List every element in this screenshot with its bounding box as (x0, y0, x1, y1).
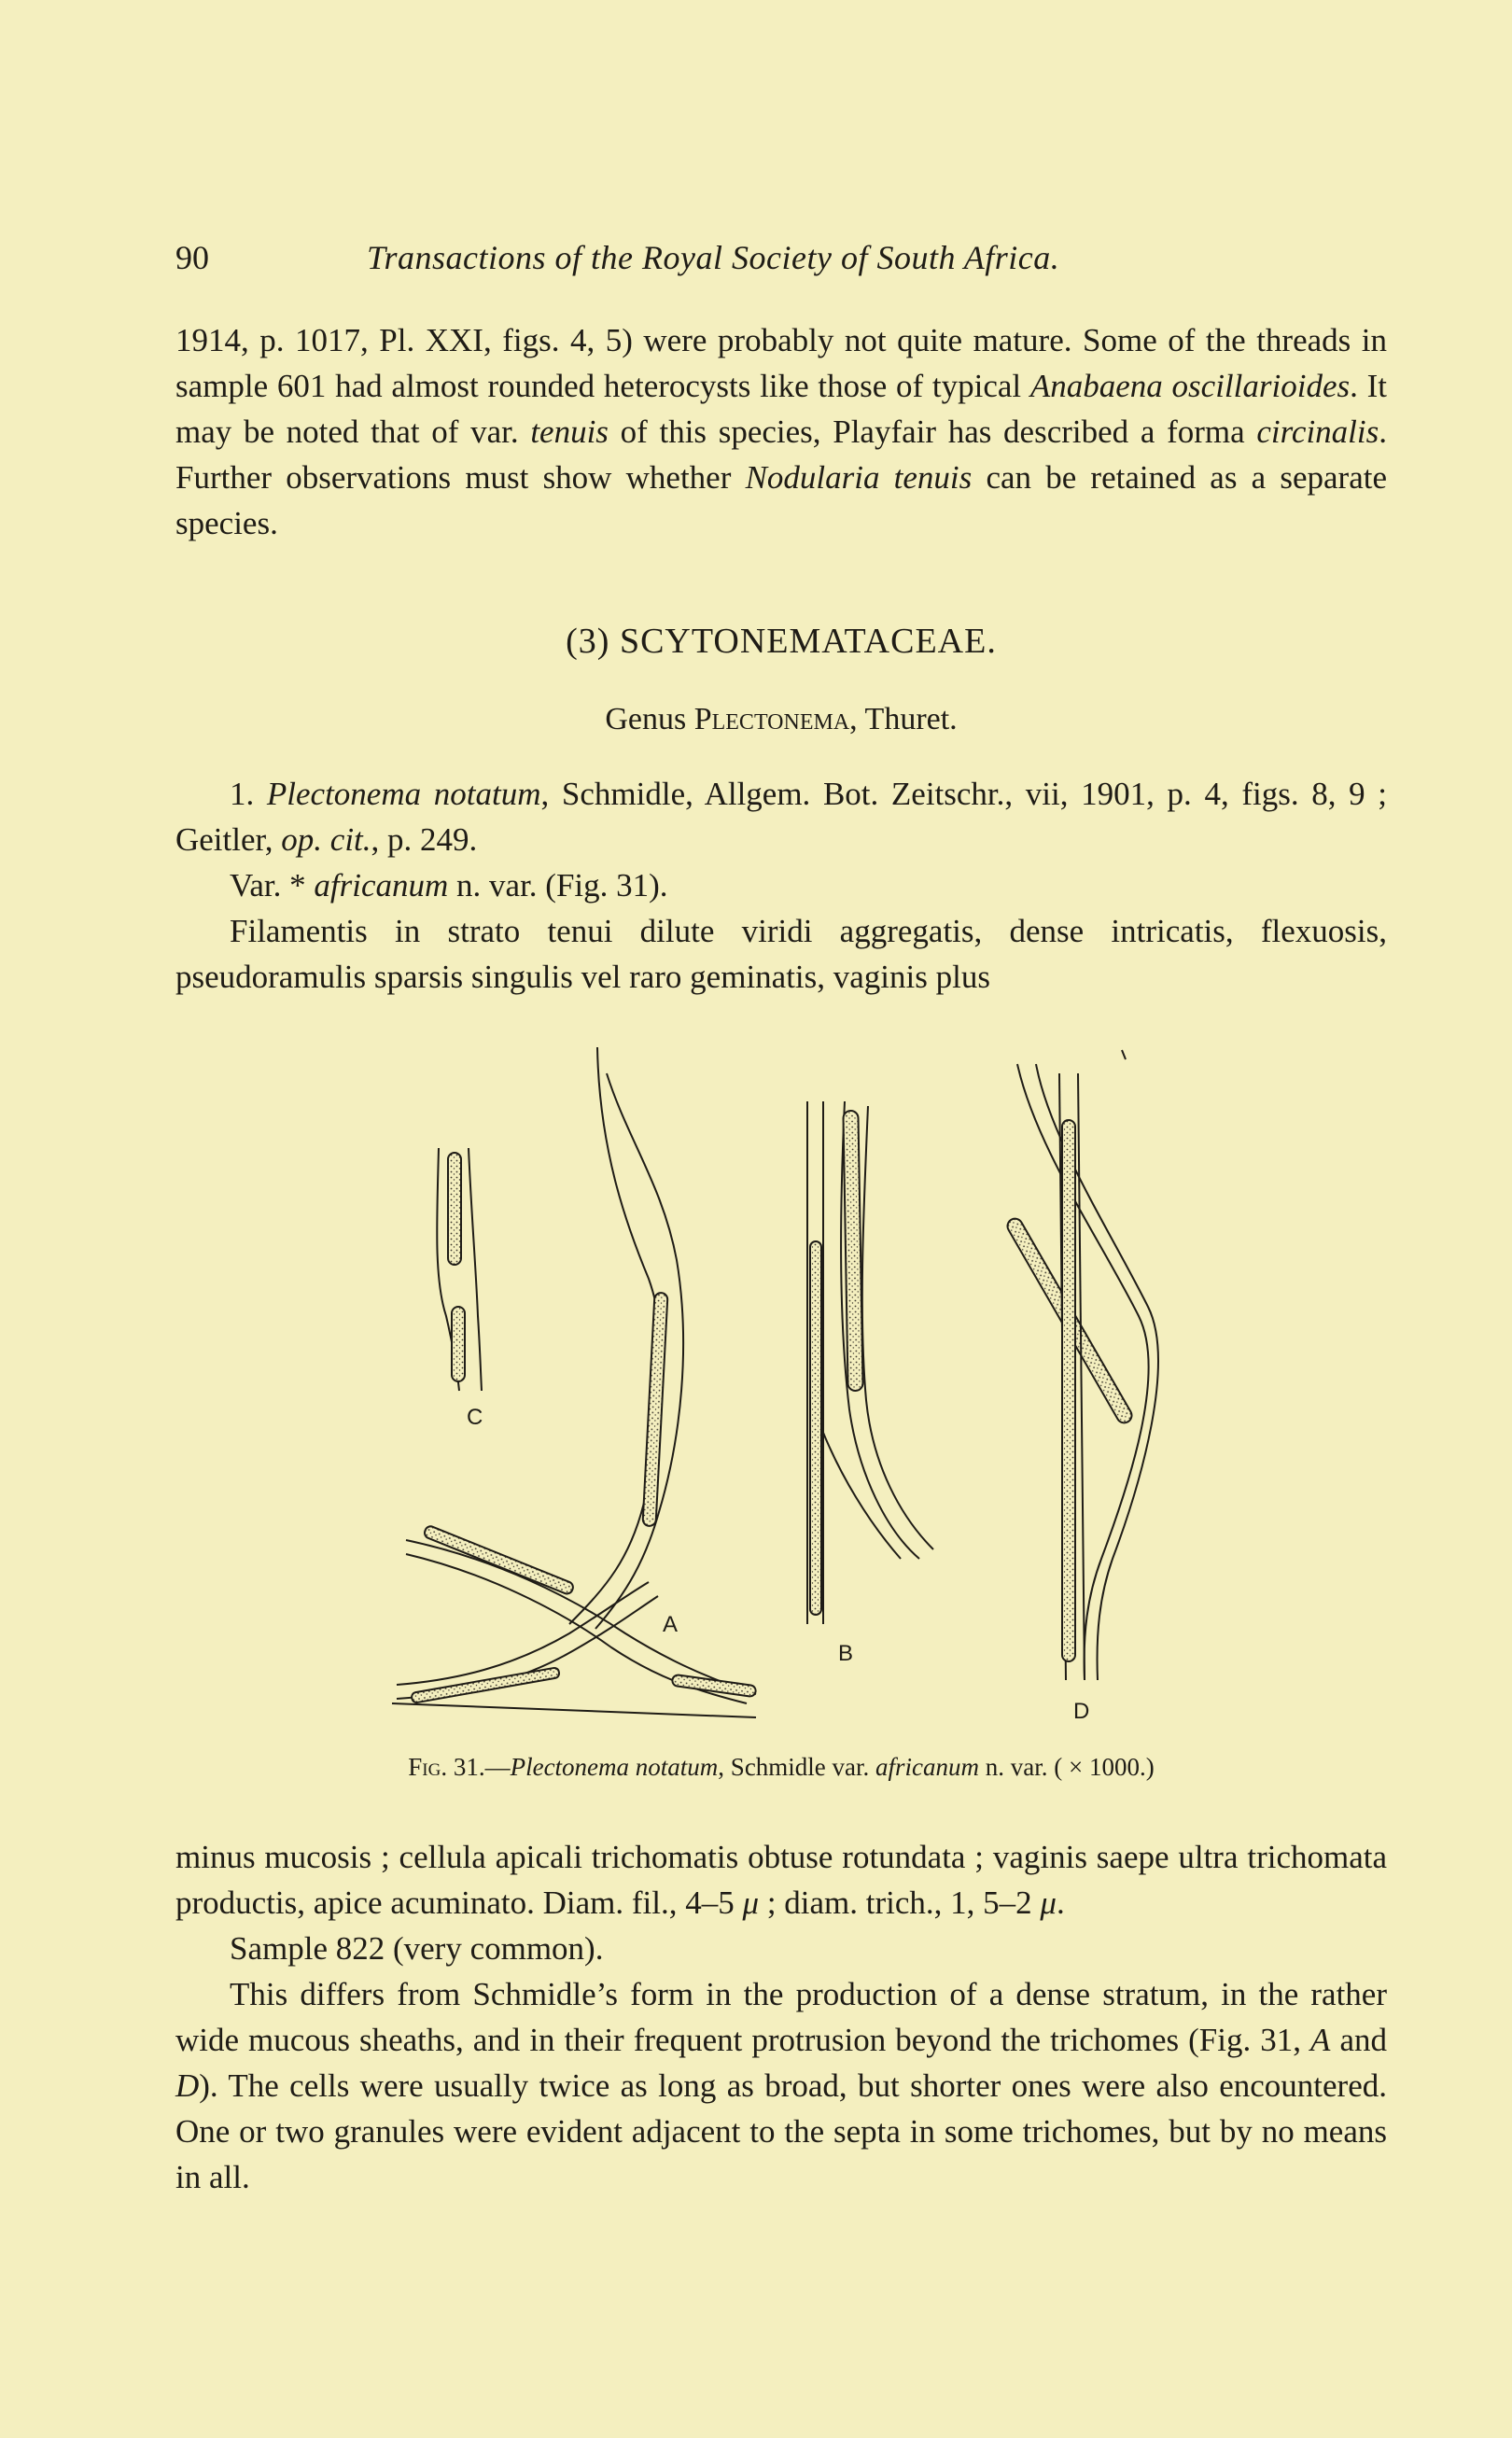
latin-diagnosis: Filamentis in strato tenui dilute viridi aggregatis, dense intricatis, flexuosis, pseudoramulis sparsis singulis vel raro geminatis, vaginis plus (175, 913, 1387, 995)
discussion-paragraph: This differs from Schmidle’s form in the production of a dense stratum, in the rather wide mucous sheaths, and in their frequent protrusion beyond the trichomes (Fig. 31, A and D). The cells were usually twice as long as broad, but shorter ones were also encountered. One or two granules were evident adjacent to the septa in some trichomes, but by no means in all. (175, 1976, 1387, 2195)
page-number: 90 (175, 239, 209, 276)
filament-c (437, 1148, 482, 1391)
paragraph: 1914, p. 1017, Pl. XXI, figs. 4, 5) were probably not quite mature. Some of the threads in sample 601 had almost rounded heterocysts like those of typical Anabaena oscillarioides. It may be noted that of var. tenuis of this species, Playfair has described a forma circinalis. Further observations must show whether Nodularia tenuis can be retained as a separate species. (175, 322, 1387, 541)
figure-caption: Fig. 31.—Plectonema notatum, Schmidle var. africanum n. var. ( × 1000.) (408, 1753, 1155, 1781)
variety-line: Var. * africanum n. var. (Fig. 31). (230, 867, 668, 904)
species-citation: 1. Plectonema notatum, Schmidle, Allgem. Bot. Zeitschr., vii, 1901, p. 4, figs. 8, 9 ; Geitler, op. cit., p. 249. (175, 776, 1388, 858)
sample-line: Sample 822 (very common). (230, 1930, 604, 1967)
running-header (175, 238, 1389, 285)
figure-label-b: B (838, 1641, 854, 1666)
filament-drawing (383, 1036, 1185, 1745)
species-name: Plectonema notatum (266, 776, 541, 812)
text-after-figure (175, 1834, 1387, 2200)
latin-diagnosis-continued: minus mucosis ; cellula apicali trichomatis obtuse rotundata ; vaginis saepe ultra trichomata productis, apice acuminato. Diam. fil., 4–5 μ ; diam. trich., 1, 5–2 μ. (175, 1839, 1387, 1921)
paragraph-continuation (175, 317, 1387, 546)
section-heading: (3) SCYTONEMATACEAE. (566, 622, 997, 661)
genus-name: Plectonema (693, 702, 850, 736)
taxon-name: Nodularia tenuis (745, 459, 973, 496)
figure-31 (383, 1036, 1185, 1745)
filament-b (807, 1101, 933, 1624)
taxon-name: Anabaena oscillarioides (1029, 368, 1351, 404)
taxon-name: tenuis (530, 413, 609, 450)
species-entry (175, 771, 1387, 1000)
filament-d (1005, 1050, 1158, 1680)
variety-name: africanum (314, 867, 449, 904)
figure-label-c: C (467, 1405, 483, 1430)
filament-a (392, 1047, 756, 1717)
genus-heading: Genus Plectonema, Thuret. (605, 702, 958, 736)
figure-label-a: A (663, 1612, 679, 1637)
journal-title: Transactions of the Royal Society of South Africa. (367, 239, 1060, 276)
figure-label-d: D (1073, 1699, 1090, 1724)
taxon-name: circinalis (1256, 413, 1379, 450)
